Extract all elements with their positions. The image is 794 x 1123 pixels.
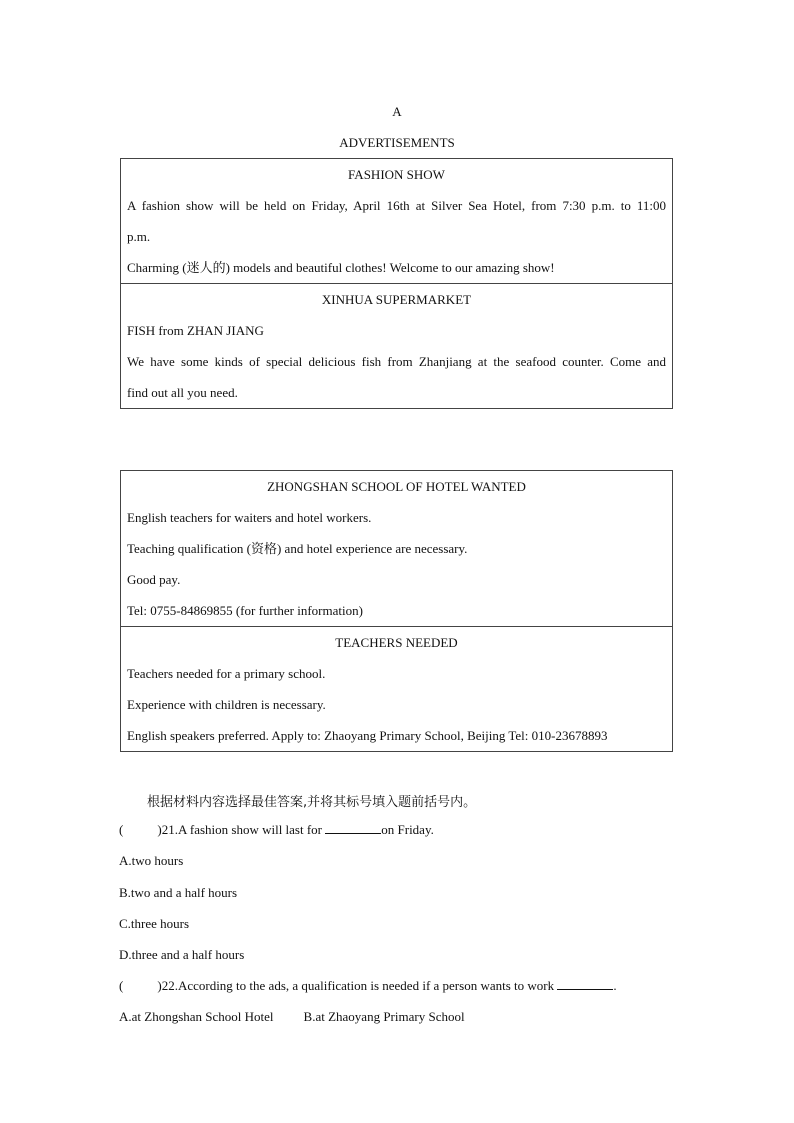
fill-blank xyxy=(557,978,613,990)
ad-fashion-show xyxy=(121,159,672,284)
answer-paren-close: ) xyxy=(157,822,162,837)
option-row xyxy=(119,1009,465,1025)
option-c: C.three hours xyxy=(119,916,190,931)
question-22 xyxy=(119,978,617,994)
ad-text: We have some kinds of special delicious fish from Zhanjiang at the seafood counter. Come and xyxy=(127,354,666,369)
ad-title: TEACHERS NEEDED xyxy=(335,635,458,650)
option-a: A.at Zhongshan School Hotel xyxy=(119,1009,274,1024)
option-d: D.three and a half hours xyxy=(119,947,245,962)
ad-teachers-needed xyxy=(121,627,672,751)
ad-box-1 xyxy=(120,158,673,409)
ad-text: p.m. xyxy=(127,229,151,244)
ad-text: Charming (迷人的) models and beautiful clothes! Welcome to our amazing show! xyxy=(127,260,555,275)
question-stem-end: on Friday. xyxy=(381,822,434,837)
ad-title: FASHION SHOW xyxy=(348,167,445,182)
instruction-text: 根据材料内容选择最佳答案,并将其标号填入题前括号内。 xyxy=(147,795,477,810)
option-b: B.at Zhaoyang Primary School xyxy=(303,1009,465,1024)
ad-text: find out all you need. xyxy=(127,385,238,400)
fill-blank xyxy=(325,822,381,834)
ad-title: XINHUA SUPERMARKET xyxy=(321,292,472,307)
answer-paren-close: ) xyxy=(157,978,162,993)
ad-text: English teachers for waiters and hotel workers. xyxy=(127,510,372,525)
ad-xinhua-supermarket xyxy=(121,284,672,408)
ad-text: Teachers needed for a primary school. xyxy=(127,666,326,681)
ad-title: ZHONGSHAN SCHOOL OF HOTEL WANTED xyxy=(267,479,526,494)
option-b: B.two and a half hours xyxy=(119,885,238,900)
ad-text: Experience with children is necessary. xyxy=(127,697,326,712)
ad-text: FISH from ZHAN JIANG xyxy=(127,323,264,338)
ad-text: A fashion show will be held on Friday, April 16th at Silver Sea Hotel, from 7:30 p.m. to 11:00 xyxy=(127,198,666,213)
answer-paren-open: ( xyxy=(119,822,124,837)
page-heading: ADVERTISEMENTS xyxy=(339,135,455,150)
ad-box-2 xyxy=(120,470,673,752)
ad-zhongshan-school xyxy=(121,471,672,627)
option-a: A.two hours xyxy=(119,853,184,868)
question-stem: 22.According to the ads, a qualification is needed if a person wants to work xyxy=(161,978,558,993)
ad-text: English speakers preferred. Apply to: Zhaoyang Primary School, Beijing Tel: 010-23678893 xyxy=(127,728,608,743)
section-letter: A xyxy=(392,104,402,119)
question-21 xyxy=(119,822,434,838)
question-stem: 21.A fashion show will last for xyxy=(161,822,326,837)
ad-text: Teaching qualification (资格) and hotel experience are necessary. xyxy=(127,541,468,556)
ad-text: Tel: 0755-84869855 (for further information) xyxy=(127,603,363,618)
ad-text: Good pay. xyxy=(127,572,181,587)
question-stem-end: . xyxy=(613,978,617,993)
answer-paren-open: ( xyxy=(119,978,124,993)
